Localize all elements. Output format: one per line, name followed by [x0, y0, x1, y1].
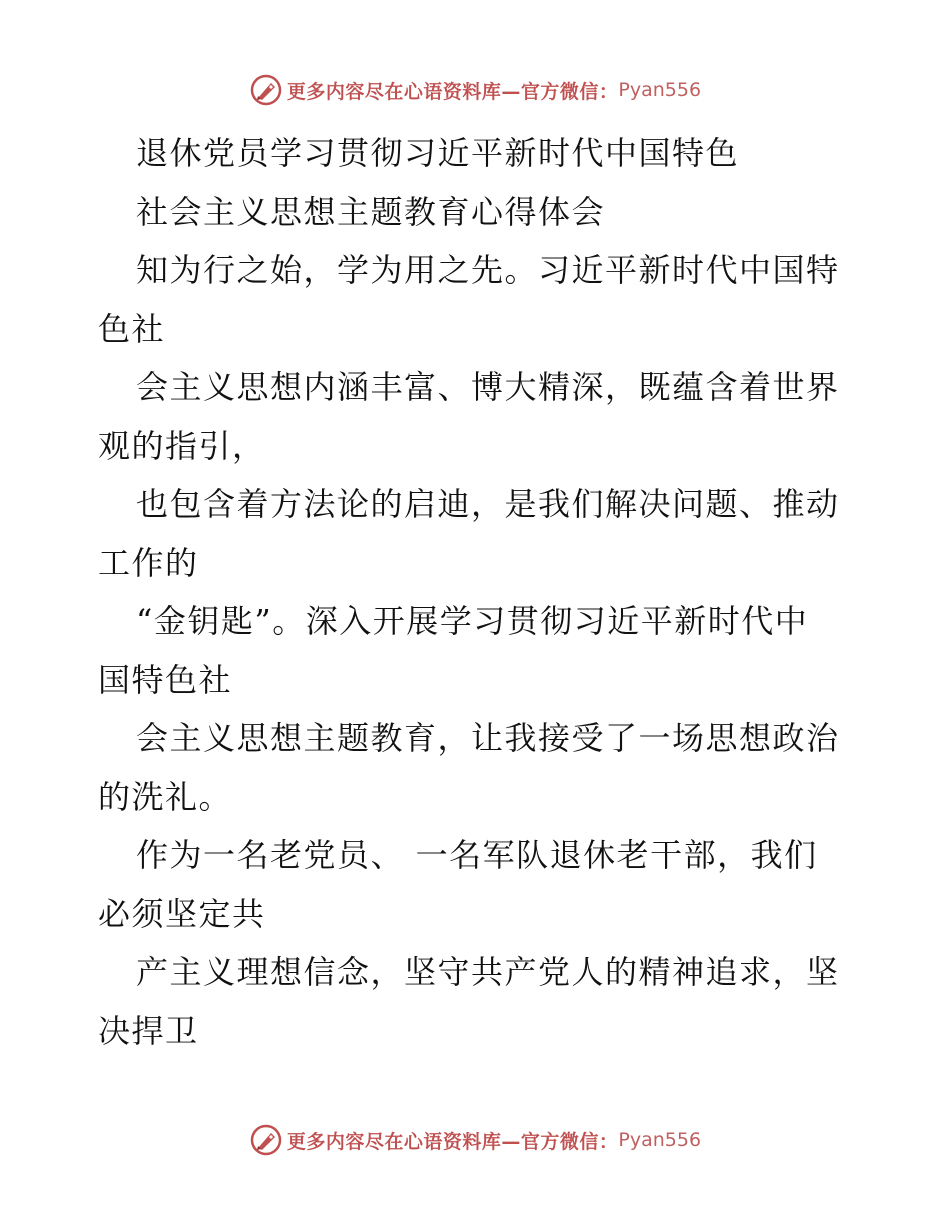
text-line: 国特色社: [98, 660, 233, 699]
text-line: 工作的: [98, 543, 199, 582]
pen-nib-logo-icon: [249, 73, 283, 107]
pen-nib-logo-icon: [249, 1123, 283, 1157]
text-line: 退休党员学习贯彻习近平新时代中国特色: [136, 134, 740, 172]
header-watermark: [0, 70, 950, 110]
watermark-text: 更多内容尽在心语资料库—官方微信：: [286, 1130, 619, 1153]
text-line: 也包含着方法论的启迪，是我们解决问题、推动: [136, 485, 840, 523]
watermark-handle: Pyan556: [618, 1129, 702, 1151]
text-line: 的洗礼。: [98, 777, 233, 816]
text-line: 产主义理想信念，坚守共产党人的精神追求，坚: [136, 953, 840, 991]
text-line: 必须坚定共: [98, 894, 266, 933]
footer-watermark: [0, 1120, 950, 1160]
text-line: 会主义思想内涵丰富、博大精深，既蕴含着世界: [136, 368, 840, 406]
text-line: 知为行之始，学为用之先。习近平新时代中国特: [136, 251, 840, 289]
document-body: [98, 124, 858, 1060]
text-line: 观的指引，: [98, 426, 266, 465]
text-line: 社会主义思想主题教育心得体会: [136, 192, 606, 231]
text-line: 会主义思想主题教育，让我接受了一场思想政治: [136, 719, 840, 757]
text-line: 色社: [98, 309, 166, 348]
watermark-text: 更多内容尽在心语资料库—官方微信：: [286, 80, 619, 103]
watermark-handle: Pyan556: [618, 79, 702, 101]
text-line: “金钥匙”。深入开展学习贯彻习近平新时代中: [136, 602, 809, 640]
text-line: 决捍卫: [98, 1011, 199, 1050]
text-line: 作为一名老党员、 一名军队退休老干部，我们: [136, 836, 818, 874]
